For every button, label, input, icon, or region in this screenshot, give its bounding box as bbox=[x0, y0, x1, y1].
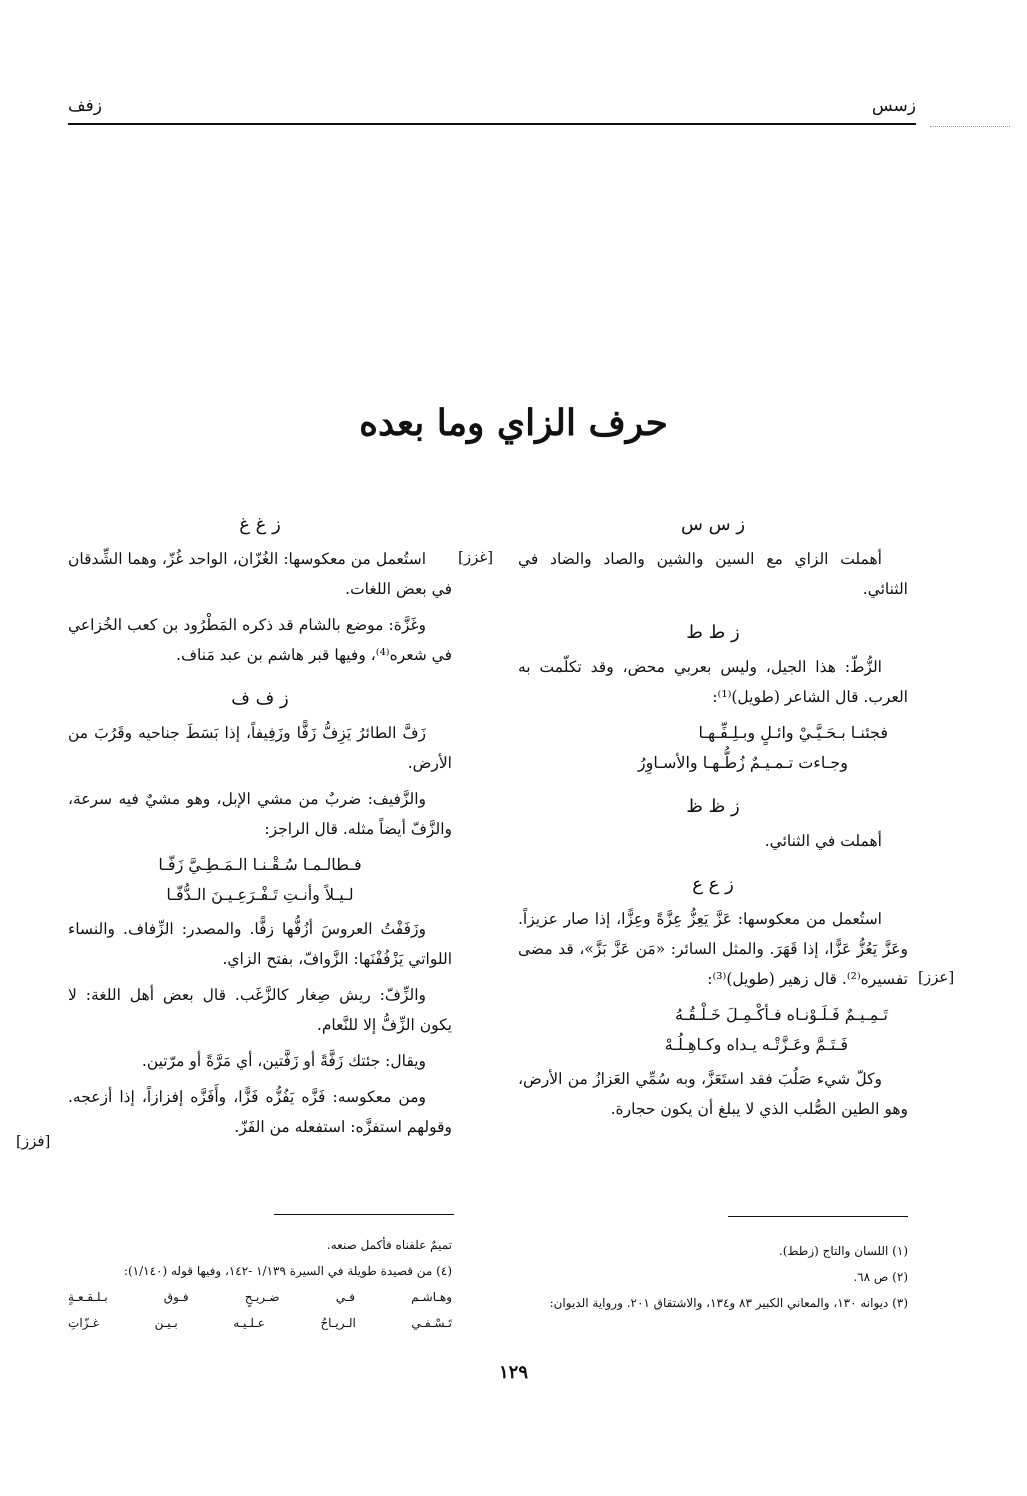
right-column bbox=[518, 508, 908, 1136]
verse-hemistich: فجئنـا بـحَـيَّـيْ وائـلٍ وبـلِـفِّـهـا bbox=[698, 723, 888, 742]
verse-word: غـزّاتِ bbox=[68, 1316, 100, 1330]
footnote-verse-line bbox=[68, 1310, 452, 1336]
margin-ref-azz: [عزز] bbox=[918, 968, 955, 986]
entry-text: والزَّفيف: ضربٌ من مشي الإبل، وهو مشيٌ فيه سرعة، والزَّفّ أيضاً مثله. قال الراجز: bbox=[68, 790, 452, 838]
footnote-verse-line bbox=[68, 1284, 452, 1310]
poem-verse bbox=[68, 850, 452, 910]
verse-word: فـوق bbox=[163, 1290, 189, 1304]
verse-hemistich: لـيـلاً وأنـتِ تَـفْـرَعِـيـنَ الـدُّفّـا bbox=[166, 885, 354, 904]
verse-hemistich: فـطالـمـا سُـقْـنـا الـمَـطِـيَّ زَفّـا bbox=[158, 855, 362, 874]
verse-word: بـيـن bbox=[154, 1316, 178, 1330]
header-dots bbox=[930, 126, 1010, 127]
left-column bbox=[68, 508, 452, 1154]
verse-word: فـي bbox=[335, 1290, 356, 1304]
entry-text: وزَفَفْتُ العروسَ أزُفُّها زفًّا. والمصدر: الزِّفاف. والنساء اللواتي يَزْفُفْنَها: الزَّوافّ، بفتح الزاي. bbox=[68, 920, 452, 968]
entry-text: وكلّ شيء صَلُبَ فقد استَعَزَّ، وبه سُمِّي العَزازُ من الأرض، وهو الطين الصُّلب الذي لا يبلغ أن يكون حجارة. bbox=[518, 1070, 908, 1118]
verse-word: تَـسْـفـي bbox=[411, 1316, 452, 1330]
entry-zss bbox=[518, 508, 908, 604]
footnotes-left bbox=[68, 1232, 452, 1336]
margin-ref-ghazz: [غزز] bbox=[458, 548, 494, 566]
verse-hemistich: تَـمِـيـمٌ فَـلَـوْنـاه فـأكْـمِـلَ خَـلْـقُـهُ bbox=[675, 1005, 888, 1024]
footnote-4: (٤) من قصيدة طويلة في السيرة ١/١٣٩ -١٤٢، وفيها قوله (١/١٤٠): bbox=[123, 1264, 452, 1278]
entry-ztt bbox=[518, 616, 908, 778]
entry-zzz bbox=[518, 790, 908, 856]
verse-word: وهـاشـم bbox=[411, 1290, 452, 1304]
footnotes-right bbox=[518, 1238, 908, 1316]
entry-text: أهملت في الثنائي. bbox=[764, 832, 882, 850]
entry-text: زَفَّ الطائرُ يَزِفُّ زَفًّا وزَفِيفاً، إذا بَسَطَ جناحيه وقَرُبَ من الأرض. bbox=[68, 724, 452, 772]
verse-hemistich: فَـتَـمَّ وعَـزَّتْـه يـداه وكـاهِـلُـهْ bbox=[664, 1035, 848, 1054]
entry-text: والزِّفّ: ريش صِغار كالزَّغَب. قال بعض أهل اللغة: لا يكون الزِّفُّ إلا للنَّعام. bbox=[68, 986, 452, 1034]
entry-text: استُعمل من معكوسها: عَزَّ يَعِزُّ عِزَّةً وعِزًّا، إذا صار عزيزاً. وعَزَّ يَعُزُّ عَزًّا، إذا قَهَرَ. والمثل السائر: «مَن عَزَّ بَزَّ»، قد مضى تفسيره⁽²⁾. قال زهير (طويل)⁽³⁾: bbox=[518, 910, 908, 988]
entry-head: ز غ غ bbox=[239, 514, 281, 535]
header-left-word: زفف bbox=[68, 96, 102, 116]
verse-hemistich: وجـاءت تـمـيـمٌ زُطُّـهـا والأسـاوِرُ bbox=[637, 753, 848, 772]
verse-word: عـلـيـه bbox=[233, 1316, 265, 1330]
poem-verse bbox=[518, 718, 908, 778]
entry-head: ز ط ط bbox=[686, 622, 740, 643]
header-right-word: زسس bbox=[871, 96, 916, 116]
footnote-cont: تميمٌ علفناه فأكمل صنعه. bbox=[326, 1238, 452, 1252]
entry-zghgh bbox=[68, 508, 452, 670]
entry-text: ومن معكوسه: فَزَّه يَفُزُّه فَزًّا، وأَفَزَّه إفزازاً، إذا أزعجه. وقولهم استفزَّه: استفعله من الفَزّ. bbox=[68, 1088, 452, 1136]
entry-zaa bbox=[518, 868, 908, 1124]
entry-zff bbox=[68, 682, 452, 1142]
footnote-1: (١) اللسان والتاج (زطط). bbox=[778, 1244, 908, 1258]
entry-text: وغَزَّة: موضع بالشام قد ذكره المَطْرُود بن كعب الخُزاعي في شعره⁽⁴⁾، وفيها قبر هاشم بن عبد مَناف. bbox=[68, 616, 452, 664]
running-header bbox=[68, 96, 916, 126]
entry-head: ز ع ع bbox=[692, 874, 734, 895]
entry-head: ز ف ف bbox=[231, 688, 289, 709]
page-number: ١٢٩ bbox=[498, 1362, 528, 1383]
entry-head: ز س س bbox=[680, 514, 746, 535]
entry-text: ويقال: جئتك زَفَّةً أو زَفَّتين، أي مَرَّةً أو مرّتين. bbox=[141, 1052, 426, 1070]
footnote-2: (٢) ص ٦٨. bbox=[853, 1270, 908, 1284]
verse-word: بـلـقـعـةٍ bbox=[68, 1290, 108, 1304]
footnote-rule-right bbox=[728, 1216, 908, 1217]
verse-word: الـريـاحُ bbox=[320, 1316, 356, 1330]
footnote-rule-left bbox=[274, 1214, 454, 1215]
poem-verse bbox=[518, 1000, 908, 1060]
entry-text: الزُّطّ: هذا الجيل، وليس بعربي محض، وقد تكلّمت به العرب. قال الشاعر (طويل)⁽¹⁾: bbox=[518, 658, 908, 706]
entry-head: ز ظ ظ bbox=[686, 796, 740, 817]
header-rule bbox=[68, 123, 916, 125]
entry-text: استُعمل من معكوسها: الغُزّان، الواحد غُزّ، وهما الشِّدقان في بعض اللغات. bbox=[68, 550, 452, 598]
margin-ref-fazz: [فزز] bbox=[16, 1132, 51, 1150]
footnote-3: (٣) ديوانه ١٣٠، والمعاني الكبير ٨٣ و١٣٤، والاشتقاق ٢٠١. ورواية الديوان: bbox=[549, 1296, 908, 1310]
chapter-title: حرف الزاي وما بعده bbox=[359, 402, 668, 444]
entry-text: أهملت الزاي مع السين والشين والصاد والضاد في الثنائي. bbox=[518, 550, 908, 598]
verse-word: ضـريـحٍ bbox=[244, 1290, 280, 1304]
